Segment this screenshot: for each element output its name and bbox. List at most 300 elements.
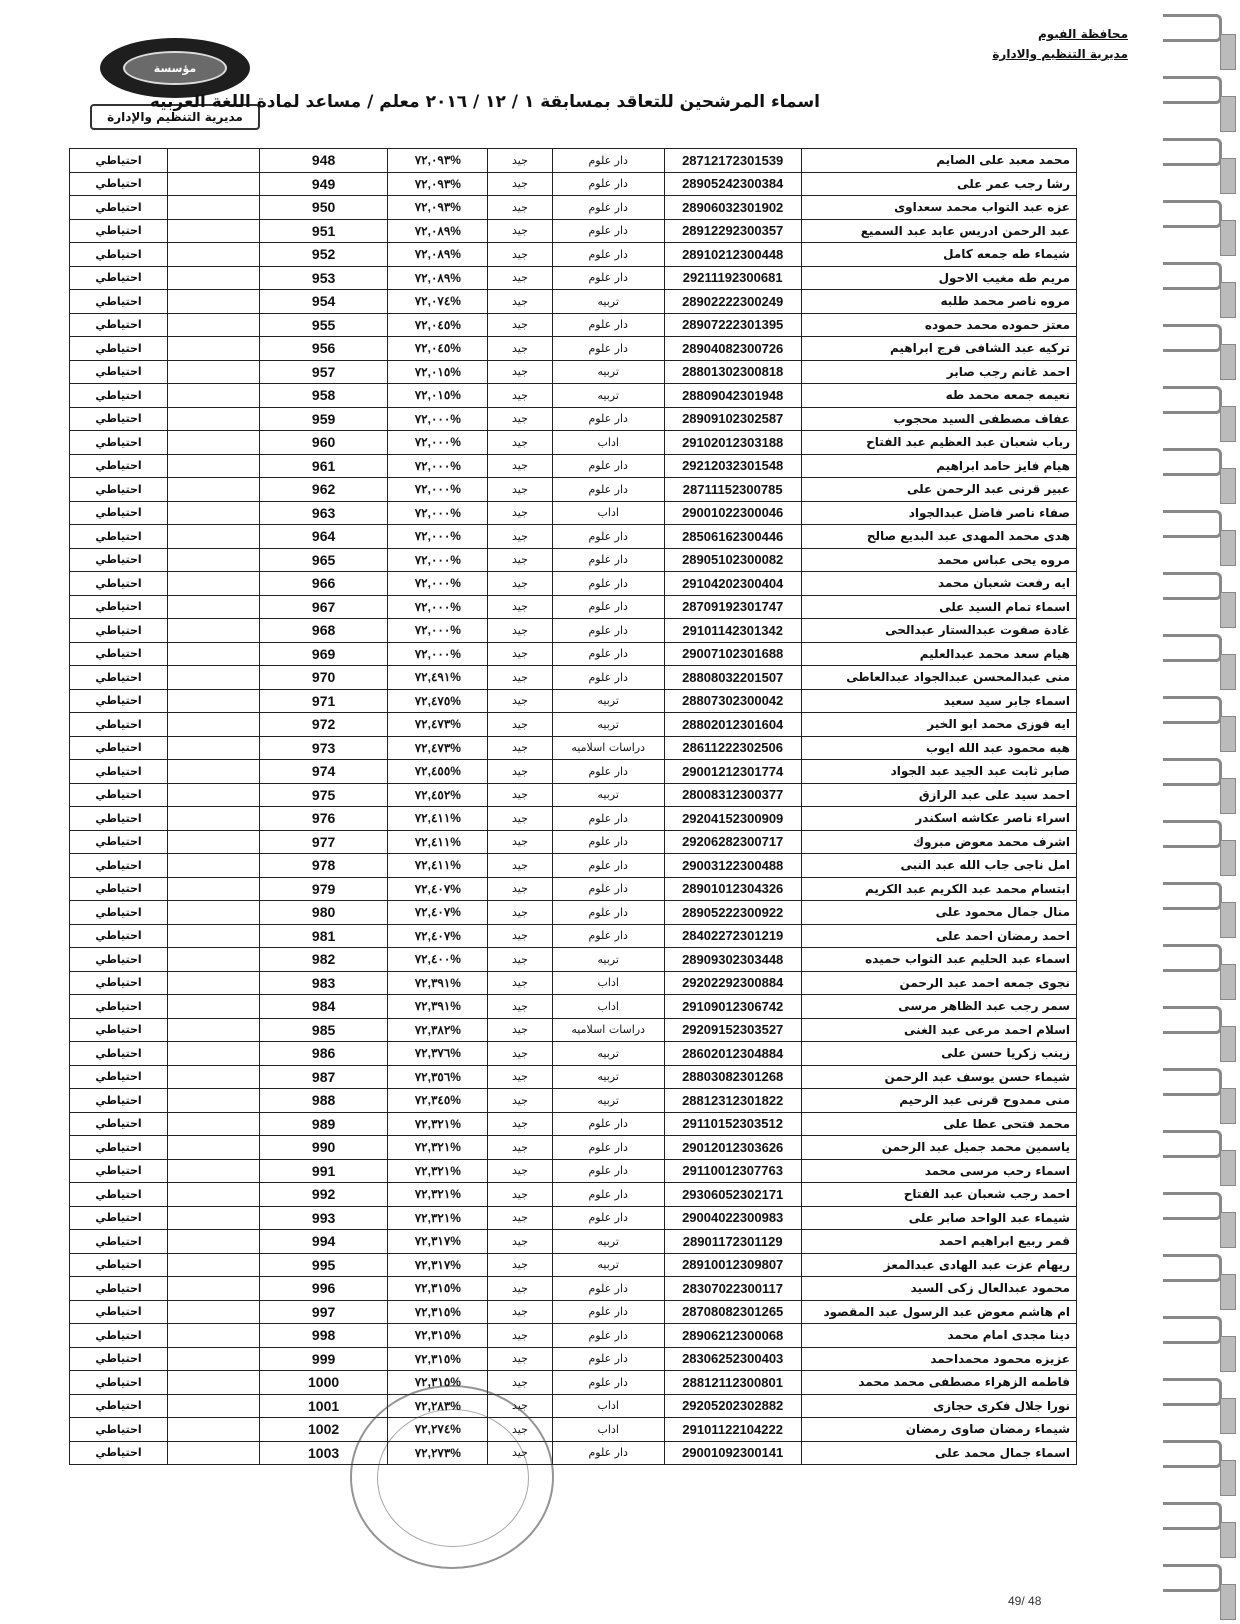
binding-bar xyxy=(1220,1274,1236,1310)
candidate-name-cell: نعيمه جمعه محمد طه xyxy=(801,384,1076,408)
status-cell: احتياطي xyxy=(70,1065,168,1089)
table-row xyxy=(70,1159,1077,1183)
national-id-cell: 28904082300726 xyxy=(664,337,801,361)
empty-cell-cell xyxy=(168,384,260,408)
grade-cell: جيد xyxy=(488,1441,552,1465)
status-cell: احتياطي xyxy=(70,1089,168,1113)
rank-number-cell: 998 xyxy=(259,1324,388,1348)
binding-bar xyxy=(1220,964,1236,1000)
national-id-cell: 28809042301948 xyxy=(664,384,801,408)
emblem-text: مؤسسة xyxy=(123,51,227,85)
binding-bar xyxy=(1220,592,1236,628)
faculty-cell: تربيه xyxy=(552,713,664,737)
rank-number-cell: 952 xyxy=(259,243,388,267)
table-row xyxy=(70,595,1077,619)
grade-cell: جيد xyxy=(488,1042,552,1066)
national-id-cell: 28803082301268 xyxy=(664,1065,801,1089)
binding-bar xyxy=(1220,530,1236,566)
status-cell: احتياطي xyxy=(70,1371,168,1395)
grade-cell: جيد xyxy=(488,407,552,431)
faculty-cell: دار علوم xyxy=(552,407,664,431)
table-row xyxy=(70,1441,1077,1465)
table-row xyxy=(70,901,1077,925)
status-cell: احتياطي xyxy=(70,478,168,502)
empty-cell-cell xyxy=(168,1089,260,1113)
rank-number-cell: 987 xyxy=(259,1065,388,1089)
table-row xyxy=(70,1089,1077,1113)
faculty-cell: دار علوم xyxy=(552,572,664,596)
grade-cell: جيد xyxy=(488,1394,552,1418)
grade-cell: جيد xyxy=(488,995,552,1019)
grade-cell: جيد xyxy=(488,619,552,643)
table-row xyxy=(70,877,1077,901)
empty-cell-cell xyxy=(168,196,260,220)
empty-cell-cell xyxy=(168,172,260,196)
national-id-cell: 29206282300717 xyxy=(664,830,801,854)
rank-number-cell: 966 xyxy=(259,572,388,596)
rank-number-cell: 989 xyxy=(259,1112,388,1136)
percentage-cell: %٧٢,٠٠٠ xyxy=(388,619,488,643)
rank-number-cell: 949 xyxy=(259,172,388,196)
status-cell: احتياطي xyxy=(70,1441,168,1465)
grade-cell: جيد xyxy=(488,149,552,173)
rank-number-cell: 973 xyxy=(259,736,388,760)
national-id-cell: 29104202300404 xyxy=(664,572,801,596)
grade-cell: جيد xyxy=(488,478,552,502)
candidate-name-cell: غادة صفوت عبدالستار عبدالحى xyxy=(801,619,1076,643)
empty-cell-cell xyxy=(168,1418,260,1442)
table-row xyxy=(70,337,1077,361)
candidate-name-cell: اسماء جمال محمد على xyxy=(801,1441,1076,1465)
spiral-binding xyxy=(1148,0,1240,1624)
percentage-cell: %٧٢,٠٠٠ xyxy=(388,407,488,431)
table-row xyxy=(70,783,1077,807)
rank-number-cell: 951 xyxy=(259,219,388,243)
grade-cell: جيد xyxy=(488,1065,552,1089)
table-row xyxy=(70,313,1077,337)
status-cell: احتياطي xyxy=(70,243,168,267)
empty-cell-cell xyxy=(168,971,260,995)
grade-cell: جيد xyxy=(488,1206,552,1230)
grade-cell: جيد xyxy=(488,760,552,784)
grade-cell: جيد xyxy=(488,877,552,901)
faculty-cell: تربيه xyxy=(552,1042,664,1066)
empty-cell-cell xyxy=(168,525,260,549)
empty-cell-cell xyxy=(168,760,260,784)
rank-number-cell: 948 xyxy=(259,149,388,173)
status-cell: احتياطي xyxy=(70,337,168,361)
national-id-cell: 29004022300983 xyxy=(664,1206,801,1230)
table-row xyxy=(70,1300,1077,1324)
rank-number-cell: 970 xyxy=(259,666,388,690)
status-cell: احتياطي xyxy=(70,1230,168,1254)
faculty-cell: تربيه xyxy=(552,290,664,314)
grade-cell: جيد xyxy=(488,595,552,619)
percentage-cell: %٧٢,٣٢١ xyxy=(388,1206,488,1230)
rank-number-cell: 968 xyxy=(259,619,388,643)
national-id-cell: 28901012304326 xyxy=(664,877,801,901)
faculty-cell: دار علوم xyxy=(552,1441,664,1465)
status-cell: احتياطي xyxy=(70,619,168,643)
status-cell: احتياطي xyxy=(70,384,168,408)
binding-ring xyxy=(1163,1068,1222,1096)
rank-number-cell: 960 xyxy=(259,431,388,455)
empty-cell-cell xyxy=(168,948,260,972)
percentage-cell: %٧٢,٠٨٩ xyxy=(388,219,488,243)
table-row xyxy=(70,1206,1077,1230)
binding-bar xyxy=(1220,1398,1236,1434)
grade-cell: جيد xyxy=(488,1347,552,1371)
national-id-cell: 28711152300785 xyxy=(664,478,801,502)
faculty-cell: اداب xyxy=(552,431,664,455)
percentage-cell: %٧٢,٣١٥ xyxy=(388,1300,488,1324)
table-row xyxy=(70,642,1077,666)
percentage-cell: %٧٢,٣٧٦ xyxy=(388,1042,488,1066)
faculty-cell: دار علوم xyxy=(552,760,664,784)
rank-number-cell: 994 xyxy=(259,1230,388,1254)
percentage-cell: %٧٢,٠٩٣ xyxy=(388,196,488,220)
candidate-name-cell: تركيه عبد الشافى فرج ابراهيم xyxy=(801,337,1076,361)
national-id-cell: 29012012303626 xyxy=(664,1136,801,1160)
empty-cell-cell xyxy=(168,995,260,1019)
table-row xyxy=(70,854,1077,878)
candidate-name-cell: احمد غانم رجب صابر xyxy=(801,360,1076,384)
grade-cell: جيد xyxy=(488,1159,552,1183)
table-row xyxy=(70,1112,1077,1136)
candidates-table xyxy=(69,148,1077,1465)
faculty-cell: دار علوم xyxy=(552,219,664,243)
national-id-cell: 28905242300384 xyxy=(664,172,801,196)
rank-number-cell: 954 xyxy=(259,290,388,314)
grade-cell: جيد xyxy=(488,313,552,337)
percentage-cell: %٧٢,٣٢١ xyxy=(388,1159,488,1183)
empty-cell-cell xyxy=(168,1277,260,1301)
status-cell: احتياطي xyxy=(70,830,168,854)
rank-number-cell: 988 xyxy=(259,1089,388,1113)
national-id-cell: 28602012304884 xyxy=(664,1042,801,1066)
candidate-name-cell: عبير قرنى عبد الرحمن على xyxy=(801,478,1076,502)
candidate-name-cell: عزه عبد التواب محمد سعداوى xyxy=(801,196,1076,220)
percentage-cell: %٧٢,٣٩١ xyxy=(388,971,488,995)
candidate-name-cell: امل ناجى جاب الله عبد النبى xyxy=(801,854,1076,878)
rank-number-cell: 1000 xyxy=(259,1371,388,1395)
status-cell: احتياطي xyxy=(70,1112,168,1136)
status-cell: احتياطي xyxy=(70,360,168,384)
rank-number-cell: 1002 xyxy=(259,1418,388,1442)
faculty-cell: دراسات اسلاميه xyxy=(552,1018,664,1042)
table-row xyxy=(70,971,1077,995)
binding-ring xyxy=(1163,572,1222,600)
status-cell: احتياطي xyxy=(70,783,168,807)
table-row xyxy=(70,995,1077,1019)
empty-cell-cell xyxy=(168,1230,260,1254)
empty-cell-cell xyxy=(168,313,260,337)
rank-number-cell: 977 xyxy=(259,830,388,854)
binding-bar xyxy=(1220,96,1236,132)
rank-number-cell: 996 xyxy=(259,1277,388,1301)
empty-cell-cell xyxy=(168,713,260,737)
rank-number-cell: 965 xyxy=(259,548,388,572)
binding-bar xyxy=(1220,1212,1236,1248)
percentage-cell: %٧٢,٠٠٠ xyxy=(388,525,488,549)
empty-cell-cell xyxy=(168,337,260,361)
percentage-cell: %٧٢,٤٠٠ xyxy=(388,948,488,972)
binding-ring xyxy=(1163,758,1222,786)
candidate-name-cell: شيماء حسن يوسف عبد الرحمن xyxy=(801,1065,1076,1089)
national-id-cell: 29212032301548 xyxy=(664,454,801,478)
empty-cell-cell xyxy=(168,901,260,925)
status-cell: احتياطي xyxy=(70,713,168,737)
status-cell: احتياطي xyxy=(70,196,168,220)
candidate-name-cell: احمد رمضان احمد على xyxy=(801,924,1076,948)
faculty-cell: دراسات اسلاميه xyxy=(552,736,664,760)
empty-cell-cell xyxy=(168,1112,260,1136)
grade-cell: جيد xyxy=(488,736,552,760)
grade-cell: جيد xyxy=(488,431,552,455)
faculty-cell: دار علوم xyxy=(552,1136,664,1160)
national-id-cell: 28909102302587 xyxy=(664,407,801,431)
rank-number-cell: 953 xyxy=(259,266,388,290)
status-cell: احتياطي xyxy=(70,1136,168,1160)
faculty-cell: تربيه xyxy=(552,1253,664,1277)
candidate-name-cell: مروه ناصر محمد طلبه xyxy=(801,290,1076,314)
table-row xyxy=(70,830,1077,854)
national-id-cell: 28611222302506 xyxy=(664,736,801,760)
national-id-cell: 28812312301822 xyxy=(664,1089,801,1113)
percentage-cell: %٧٢,٢٧٣ xyxy=(388,1441,488,1465)
status-cell: احتياطي xyxy=(70,1206,168,1230)
candidate-name-cell: محمود عبدالعال زكى السيد xyxy=(801,1277,1076,1301)
faculty-cell: اداب xyxy=(552,971,664,995)
binding-bar xyxy=(1220,158,1236,194)
national-id-cell: 29101122104222 xyxy=(664,1418,801,1442)
candidate-name-cell: ايه فوزى محمد ابو الخير xyxy=(801,713,1076,737)
status-cell: احتياطي xyxy=(70,807,168,831)
binding-ring xyxy=(1163,1440,1222,1468)
empty-cell-cell xyxy=(168,1347,260,1371)
candidate-name-cell: دينا مجدى امام محمد xyxy=(801,1324,1076,1348)
national-id-cell: 28402272301219 xyxy=(664,924,801,948)
rank-number-cell: 972 xyxy=(259,713,388,737)
percentage-cell: %٧٢,٣٢١ xyxy=(388,1112,488,1136)
empty-cell-cell xyxy=(168,290,260,314)
binding-bar xyxy=(1220,1336,1236,1372)
empty-cell-cell xyxy=(168,924,260,948)
grade-cell: جيد xyxy=(488,548,552,572)
percentage-cell: %٧٢,٣١٥ xyxy=(388,1324,488,1348)
faculty-cell: تربيه xyxy=(552,1065,664,1089)
document-title: اسماء المرشحين للتعاقد بمسابقة ١ / ١٢ / ٢٠١٦ معلم / مساعد لمادة اللغة العربيه xyxy=(149,92,820,112)
grade-cell: جيد xyxy=(488,290,552,314)
percentage-cell: %٧٢,٣١٧ xyxy=(388,1253,488,1277)
rank-number-cell: 962 xyxy=(259,478,388,502)
table-row xyxy=(70,1394,1077,1418)
rank-number-cell: 981 xyxy=(259,924,388,948)
binding-ring xyxy=(1163,1006,1222,1034)
faculty-cell: اداب xyxy=(552,501,664,525)
percentage-cell: %٧٢,٤٩١ xyxy=(388,666,488,690)
binding-bar xyxy=(1220,1150,1236,1186)
national-id-cell: 29003122300488 xyxy=(664,854,801,878)
status-cell: احتياطي xyxy=(70,736,168,760)
binding-ring xyxy=(1163,262,1222,290)
candidate-name-cell: فاطمه الزهراء مصطفى محمد محمد xyxy=(801,1371,1076,1395)
candidate-name-cell: زينب زكريا حسن على xyxy=(801,1042,1076,1066)
grade-cell: جيد xyxy=(488,172,552,196)
table-row xyxy=(70,948,1077,972)
percentage-cell: %٧٢,٤٠٧ xyxy=(388,924,488,948)
national-id-cell: 28906212300068 xyxy=(664,1324,801,1348)
table-row xyxy=(70,666,1077,690)
status-cell: احتياطي xyxy=(70,689,168,713)
national-id-cell: 28807302300042 xyxy=(664,689,801,713)
rank-number-cell: 967 xyxy=(259,595,388,619)
empty-cell-cell xyxy=(168,1253,260,1277)
grade-cell: جيد xyxy=(488,525,552,549)
empty-cell-cell xyxy=(168,243,260,267)
status-cell: احتياطي xyxy=(70,501,168,525)
rank-number-cell: 1003 xyxy=(259,1441,388,1465)
grade-cell: جيد xyxy=(488,807,552,831)
status-cell: احتياطي xyxy=(70,1183,168,1207)
binding-ring xyxy=(1163,14,1222,42)
rank-number-cell: 964 xyxy=(259,525,388,549)
rank-number-cell: 957 xyxy=(259,360,388,384)
percentage-cell: %٧٢,٣١٧ xyxy=(388,1230,488,1254)
candidate-name-cell: قمر ربيع ابراهيم احمد xyxy=(801,1230,1076,1254)
status-cell: احتياطي xyxy=(70,877,168,901)
grade-cell: جيد xyxy=(488,572,552,596)
status-cell: احتياطي xyxy=(70,431,168,455)
binding-bar xyxy=(1220,220,1236,256)
candidate-name-cell: اسلام احمد مرعى عبد الغنى xyxy=(801,1018,1076,1042)
grade-cell: جيد xyxy=(488,689,552,713)
faculty-cell: دار علوم xyxy=(552,548,664,572)
grade-cell: جيد xyxy=(488,1112,552,1136)
percentage-cell: %٧٢,٣٤٥ xyxy=(388,1089,488,1113)
national-id-cell: 28901172301129 xyxy=(664,1230,801,1254)
percentage-cell: %٧٢,٣٥٦ xyxy=(388,1065,488,1089)
faculty-cell: دار علوم xyxy=(552,1112,664,1136)
rank-number-cell: 992 xyxy=(259,1183,388,1207)
empty-cell-cell xyxy=(168,407,260,431)
binding-bar xyxy=(1220,716,1236,752)
percentage-cell: %٧٢,٠١٥ xyxy=(388,384,488,408)
rank-number-cell: 982 xyxy=(259,948,388,972)
faculty-cell: دار علوم xyxy=(552,313,664,337)
status-cell: احتياطي xyxy=(70,760,168,784)
table-row xyxy=(70,266,1077,290)
grade-cell: جيد xyxy=(488,854,552,878)
rank-number-cell: 959 xyxy=(259,407,388,431)
empty-cell-cell xyxy=(168,1018,260,1042)
status-cell: احتياطي xyxy=(70,407,168,431)
empty-cell-cell xyxy=(168,736,260,760)
candidate-name-cell: معتز حموده محمد حموده xyxy=(801,313,1076,337)
faculty-cell: دار علوم xyxy=(552,1183,664,1207)
faculty-cell: دار علوم xyxy=(552,1324,664,1348)
rank-number-cell: 956 xyxy=(259,337,388,361)
faculty-cell: دار علوم xyxy=(552,1159,664,1183)
grade-cell: جيد xyxy=(488,454,552,478)
candidates-table-container xyxy=(69,148,1077,1465)
empty-cell-cell xyxy=(168,454,260,478)
rank-number-cell: 1001 xyxy=(259,1394,388,1418)
table-row xyxy=(70,760,1077,784)
percentage-cell: %٧٢,٣١٥ xyxy=(388,1277,488,1301)
candidate-name-cell: هدى محمد المهدى عبد البديع صالح xyxy=(801,525,1076,549)
rank-number-cell: 980 xyxy=(259,901,388,925)
faculty-cell: دار علوم xyxy=(552,642,664,666)
empty-cell-cell xyxy=(168,219,260,243)
status-cell: احتياطي xyxy=(70,1347,168,1371)
faculty-cell: دار علوم xyxy=(552,807,664,831)
empty-cell-cell xyxy=(168,619,260,643)
status-cell: احتياطي xyxy=(70,948,168,972)
candidate-name-cell: احمد رجب شعبان عبد الفتاح xyxy=(801,1183,1076,1207)
percentage-cell: %٧٢,٤٧٣ xyxy=(388,713,488,737)
binding-bar xyxy=(1220,344,1236,380)
status-cell: احتياطي xyxy=(70,1394,168,1418)
rank-number-cell: 974 xyxy=(259,760,388,784)
faculty-cell: دار علوم xyxy=(552,877,664,901)
candidate-name-cell: رشا رجب عمر على xyxy=(801,172,1076,196)
faculty-cell: تربيه xyxy=(552,948,664,972)
faculty-cell: اداب xyxy=(552,995,664,1019)
candidate-name-cell: اسماء تمام السيد على xyxy=(801,595,1076,619)
faculty-cell: دار علوم xyxy=(552,149,664,173)
percentage-cell: %٧٢,٠٤٥ xyxy=(388,337,488,361)
empty-cell-cell xyxy=(168,478,260,502)
table-row xyxy=(70,689,1077,713)
candidate-name-cell: عبد الرحمن ادريس عابد عبد السميع xyxy=(801,219,1076,243)
status-cell: احتياطي xyxy=(70,595,168,619)
empty-cell-cell xyxy=(168,1159,260,1183)
table-row xyxy=(70,1347,1077,1371)
table-row xyxy=(70,1253,1077,1277)
rank-number-cell: 955 xyxy=(259,313,388,337)
binding-bar xyxy=(1220,1584,1236,1620)
table-row xyxy=(70,1277,1077,1301)
empty-cell-cell xyxy=(168,830,260,854)
candidate-name-cell: اسماء عبد الحليم عبد التواب حميده xyxy=(801,948,1076,972)
grade-cell: جيد xyxy=(488,1018,552,1042)
national-id-cell: 29110012307763 xyxy=(664,1159,801,1183)
empty-cell-cell xyxy=(168,1065,260,1089)
national-id-cell: 29102012303188 xyxy=(664,431,801,455)
empty-cell-cell xyxy=(168,1441,260,1465)
candidate-name-cell: اشرف محمد معوض مبروك xyxy=(801,830,1076,854)
empty-cell-cell xyxy=(168,666,260,690)
table-row xyxy=(70,572,1077,596)
rank-number-cell: 978 xyxy=(259,854,388,878)
grade-cell: جيد xyxy=(488,337,552,361)
candidate-name-cell: محمد معبد على الصايم xyxy=(801,149,1076,173)
empty-cell-cell xyxy=(168,572,260,596)
candidates-table-body xyxy=(70,149,1077,1465)
table-row xyxy=(70,431,1077,455)
status-cell: احتياطي xyxy=(70,572,168,596)
binding-bar xyxy=(1220,778,1236,814)
national-id-cell: 29204152300909 xyxy=(664,807,801,831)
national-id-cell: 28802012301604 xyxy=(664,713,801,737)
national-id-cell: 28708082301265 xyxy=(664,1300,801,1324)
grade-cell: جيد xyxy=(488,384,552,408)
grade-cell: جيد xyxy=(488,1089,552,1113)
candidate-name-cell: ام هاشم معوض عبد الرسول عبد المقصود xyxy=(801,1300,1076,1324)
national-id-cell: 28812112300801 xyxy=(664,1371,801,1395)
rank-number-cell: 984 xyxy=(259,995,388,1019)
